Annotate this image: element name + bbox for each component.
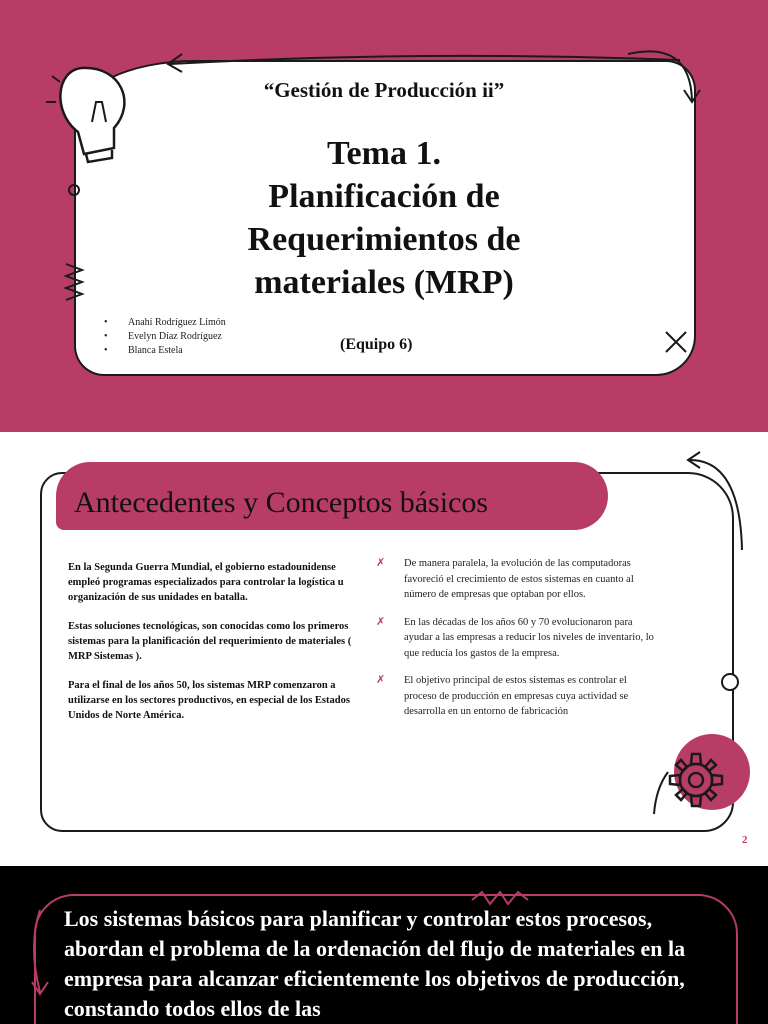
bullet-text: El objetivo principal de estos sistemas es controlar el proceso de producción en empresas cuya actividad se desarrolla en un entorno de fabricación bbox=[404, 675, 629, 717]
author-item: • Anahí Rodríguez Limón bbox=[100, 316, 226, 330]
slide-heading: Antecedentes y Conceptos básicos bbox=[74, 486, 489, 519]
paragraph: Para el final de los años 50, los sistemas MRP comenzaron a utilizarse en los sectores productivos, en especial de los Estados Unidos de Norte América. bbox=[68, 680, 350, 721]
bullet-point bbox=[374, 556, 656, 603]
title-line: Tema 1. bbox=[327, 135, 441, 172]
title-slide bbox=[0, 0, 768, 432]
x-mark-icon: ✗ bbox=[376, 615, 386, 628]
slide-body-text: Los sistemas básicos para planificar y controlar estos procesos, abordan el problema de la ordenación del flujo de materiales en la empresa para alcanzar eficientemente los objetivos de producción, constando todos ellos de las bbox=[64, 906, 686, 1021]
bullet-text: En las décadas de los años 60 y 70 evolucionaron para ayudar a las empresas a reducir los niveles de inventario, lo que reducía los gastos de la empresa. bbox=[404, 616, 654, 659]
team-label: (Equipo 6) bbox=[340, 336, 413, 353]
title-line: Planificación de bbox=[268, 178, 500, 215]
curl-arrow-icon bbox=[26, 906, 56, 996]
zigzag-icon bbox=[64, 262, 84, 306]
paragraph: En la Segunda Guerra Mundial, el gobierno estadounidense empleó programas especializados para controlar la logística u organización de sus unidades en batalla. bbox=[68, 562, 344, 603]
text-slide bbox=[0, 866, 768, 1024]
slide-title bbox=[184, 132, 584, 304]
x-mark-icon: ✗ bbox=[376, 557, 386, 569]
bullet-point bbox=[374, 673, 656, 720]
paragraph: Estas soluciones tecnológicas, son conocidas como los primeros sistemas para la planificación del requerimiento de materiales ( MRP Sistemas ). bbox=[68, 621, 352, 662]
author-item: • Evelyn Díaz Rodríguez bbox=[100, 330, 226, 344]
gear-icon bbox=[646, 728, 756, 828]
course-subtitle: “Gestión de Producción ii” bbox=[263, 78, 505, 102]
x-mark-icon: ✗ bbox=[376, 674, 386, 686]
bullet-text: De manera paralela, la evolución de las computadoras favoreció el crecimiento de estos sistemas en cuanto al número de empresas que optaban por ellos. bbox=[404, 558, 634, 600]
bullet-point bbox=[374, 615, 656, 662]
cross-icon bbox=[664, 330, 688, 354]
circle-icon bbox=[66, 182, 82, 198]
left-column bbox=[68, 560, 358, 737]
circle-icon bbox=[718, 670, 742, 694]
right-column bbox=[374, 556, 656, 732]
page-number: 2 bbox=[742, 834, 748, 846]
author-list bbox=[100, 316, 226, 358]
title-line: Requerimientos de bbox=[247, 221, 521, 258]
title-line: materiales (MRP) bbox=[254, 264, 514, 301]
content-slide bbox=[0, 432, 768, 866]
author-item: • Blanca Estela bbox=[100, 344, 226, 358]
curl-arrow-icon bbox=[680, 450, 750, 560]
dash-icon bbox=[400, 826, 480, 836]
